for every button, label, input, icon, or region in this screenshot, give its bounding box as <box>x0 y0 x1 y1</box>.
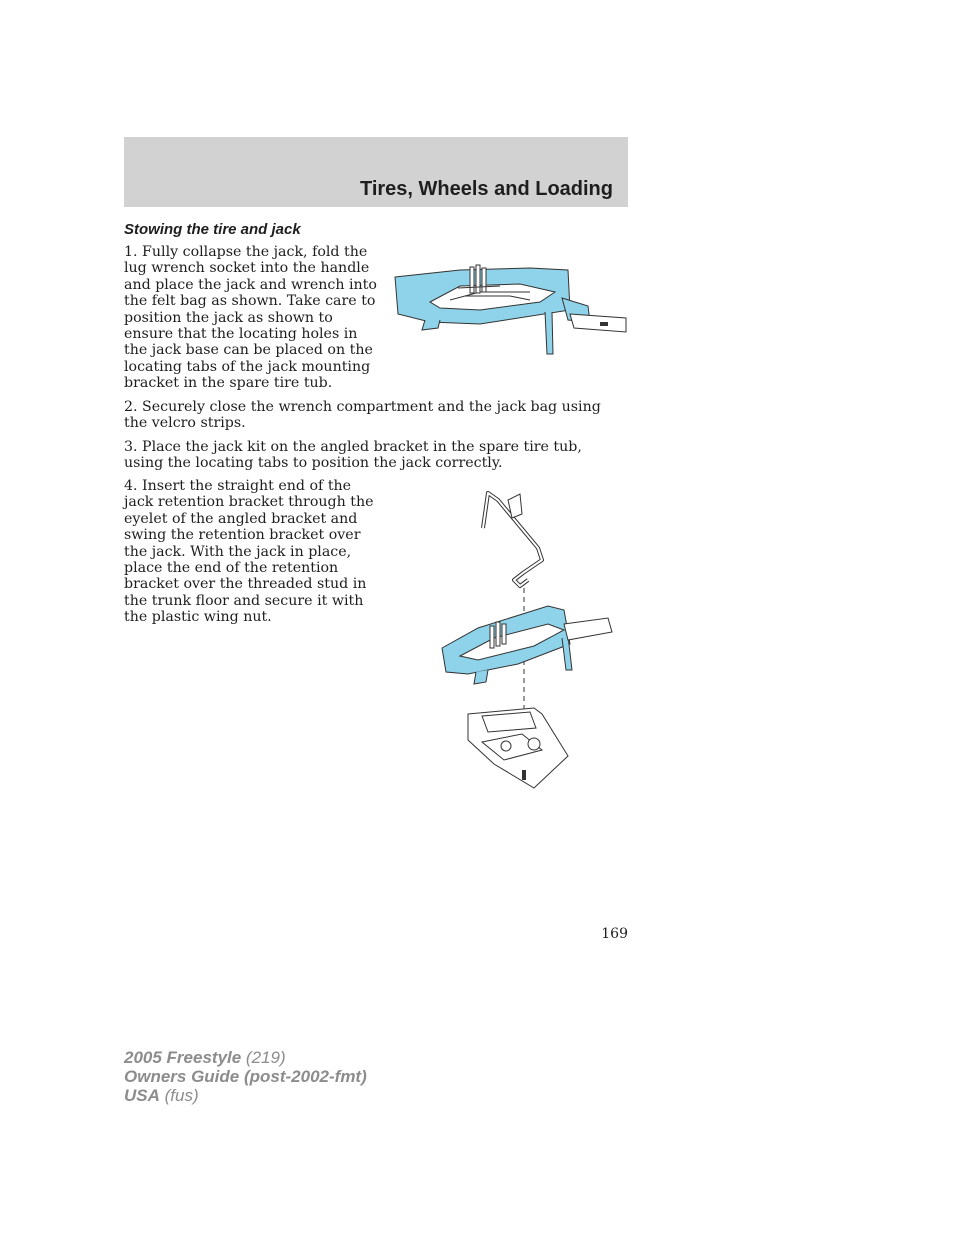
paragraph-step-3: 3. Place the jack kit on the angled bracket in the spare tire tub, using the locating tabs to position the jack correctly. <box>124 439 582 472</box>
section-title: Tires, Wheels and Loading <box>359 178 613 200</box>
paragraph-step-4: 4. Insert the straight end of the jack retention bracket through the eyelet of the angled bracket and swing the retention bracket over the jack. With the jack in place, place the end of the retention bracket over the threaded stud in the trunk floor and secure it with the plastic wing nut. <box>124 478 374 626</box>
jack-in-bag-illustration <box>390 262 630 358</box>
section-header-band <box>124 137 628 207</box>
jack-retention-bracket-illustration <box>438 488 618 790</box>
page-number: 169 <box>601 926 628 942</box>
paragraph-step-2: 2. Securely close the wrench compartment and the jack bag using the velcro strips. <box>124 399 601 432</box>
footer-line-1: 2005 Freestyle (219) <box>124 1048 286 1067</box>
footer-line-2: Owners Guide (post-2002-fmt) <box>124 1067 367 1086</box>
footer-line-3: USA (fus) <box>124 1086 199 1105</box>
paragraph-step-1: 1. Fully collapse the jack, fold the lug wrench socket into the handle and place the jack and wrench into the felt bag as shown. Take care to position the jack as shown to ensure that the locating holes in the jack base can be placed on the locating tabs of the jack mounting bracket in the spare tire tub. <box>124 244 377 392</box>
document-footer <box>124 1048 367 1105</box>
subheading: Stowing the tire and jack <box>124 221 301 238</box>
